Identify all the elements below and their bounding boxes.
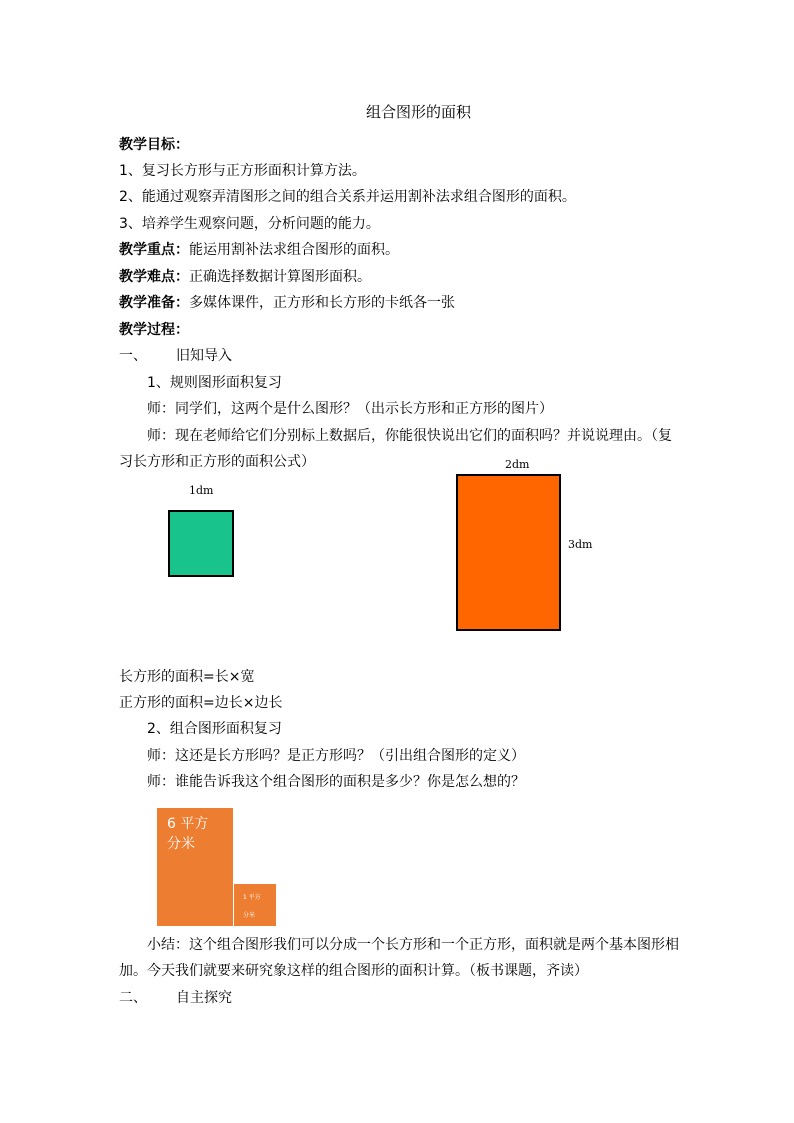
preparation-line [119, 293, 455, 313]
teacher-line-continued: 习长方形和正方形的面积公式） [119, 454, 315, 470]
difficulty-line [119, 267, 371, 287]
formula-square: 正方形的面积=边长×边长 [119, 695, 283, 711]
teacher-line: 师：同学们，这两个是什么图形？（出示长方形和正方形的图片） [147, 401, 553, 417]
objective-item: 3、培养学生观察问题，分析问题的能力。 [119, 216, 380, 232]
section-number: 二、 [119, 990, 147, 1006]
difficulty-label: 教学难点： [119, 269, 189, 285]
composite-square-area-label: 1 平方 [243, 894, 261, 901]
teacher-line: 师：谁能告诉我这个组合图形的面积是多少？你是怎么想的？ [147, 774, 525, 790]
composite-square [233, 884, 276, 926]
square-side-label: 1dm [189, 484, 214, 497]
summary-line: 小结：这个组合图形我们可以分成一个长方形和一个正方形，面积就是两个基本图形相 [147, 937, 679, 953]
composite-square-area-label: 分米 [243, 912, 256, 919]
objective-item: 1、复习长方形与正方形面积计算方法。 [119, 163, 366, 179]
preparation-label: 教学准备： [119, 295, 189, 311]
formula-rectangle: 长方形的面积=长×宽 [119, 669, 255, 685]
difficulty-text: 正确选择数据计算图形面积。 [189, 269, 371, 285]
teacher-line: 师：现在老师给它们分别标上数据后，你能很快说出它们的面积吗？并说说理由。（复 [147, 428, 672, 444]
section-title: 旧知导入 [176, 348, 232, 364]
composite-rect-area-label: 6 平方 [167, 816, 209, 832]
teacher-line: 师：这还是长方形吗？是正方形吗？（引出组合图形的定义） [147, 748, 525, 764]
composite-rectangle [157, 808, 233, 926]
process-heading: 教学过程： [119, 322, 189, 338]
section-title: 自主探究 [176, 990, 232, 1006]
orange-rectangle [456, 474, 561, 631]
preparation-text: 多媒体课件，正方形和长方形的卡纸各一张 [189, 295, 455, 311]
summary-line-continued: 加。今天我们就要来研究象这样的组合图形的面积计算。（板书课题，齐读） [119, 963, 588, 979]
rect-width-label: 2dm [505, 458, 530, 471]
page-title: 组合图形的面积 [366, 103, 472, 121]
subsection-heading: 2、组合图形面积复习 [147, 721, 282, 737]
key-point-line [119, 240, 399, 260]
rect-height-label: 3dm [568, 538, 593, 551]
composite-rect-area-label: 分米 [167, 836, 195, 852]
subsection-heading: 1、规则图形面积复习 [147, 375, 282, 391]
objectives-heading: 教学目标： [119, 137, 189, 153]
green-square [168, 510, 234, 577]
key-point-text: 能运用割补法求组合图形的面积。 [189, 242, 399, 258]
section-number: 一、 [119, 348, 147, 364]
objective-item: 2、能通过观察弄清图形之间的组合关系并运用割补法求组合图形的面积。 [119, 189, 576, 205]
key-point-label: 教学重点： [119, 242, 189, 258]
